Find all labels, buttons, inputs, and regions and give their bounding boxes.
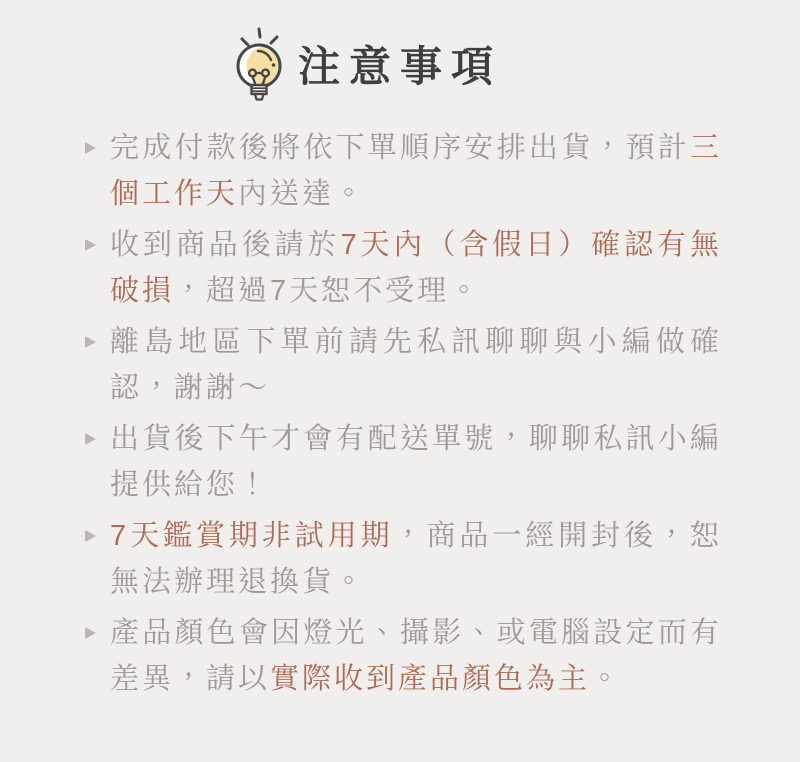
- triangle-bullet-icon: [85, 627, 96, 639]
- page-title-text: 注意事項: [297, 43, 503, 90]
- notice-text: [110, 222, 722, 314]
- notice-text: [110, 513, 722, 605]
- triangle-bullet-icon: [85, 336, 96, 348]
- triangle-bullet-icon: [85, 433, 96, 445]
- notice-list: [0, 125, 800, 702]
- notice-text-highlight: 三個工作天: [110, 132, 722, 210]
- notice-text-highlight: 7天鑑賞期非試用期: [110, 520, 394, 552]
- notice-text-segment: 內送達。: [238, 178, 367, 210]
- notice-text: [110, 610, 722, 702]
- notice-text-segment: 。: [590, 663, 623, 695]
- notice-text-segment: ，超過7天恕不受理。: [174, 275, 482, 307]
- triangle-bullet-icon: [85, 239, 96, 251]
- notice-text-segment: 收到商品後請於: [110, 229, 341, 261]
- notice-item: [85, 416, 800, 508]
- notice-text-highlight: 7天內（含假日）確認有無破損: [110, 229, 722, 307]
- notice-text-segment: 離島地區下單前請先私訊聊聊與小編做確認，謝謝～: [110, 326, 722, 404]
- lightbulb-icon: [232, 24, 290, 102]
- notice-item: [85, 319, 800, 411]
- notice-text-segment: 產品顏色會因燈光、攝影、或電腦設定而有差異，請以: [110, 617, 722, 695]
- notice-text-segment: ，商品一經開封後，恕無法辦理退換貨。: [110, 520, 722, 598]
- notice-item: [85, 222, 800, 314]
- notice-text: [110, 416, 722, 508]
- page-title: [297, 43, 503, 90]
- notice-item: [85, 610, 800, 702]
- notice-text-segment: 完成付款後將依下單順序安排出貨，預計: [110, 132, 690, 164]
- notice-item: [85, 125, 800, 217]
- notice-text-highlight: 實際收到產品顏色為主: [270, 663, 591, 695]
- notice-item: [85, 513, 800, 605]
- notice-text: [110, 319, 722, 411]
- triangle-bullet-icon: [85, 530, 96, 542]
- notice-text-segment: 出貨後下午才會有配送單號，聊聊私訊小編提供給您！: [110, 423, 722, 501]
- triangle-bullet-icon: [85, 142, 96, 154]
- title-row: [0, 0, 800, 112]
- notice-text: [110, 125, 722, 217]
